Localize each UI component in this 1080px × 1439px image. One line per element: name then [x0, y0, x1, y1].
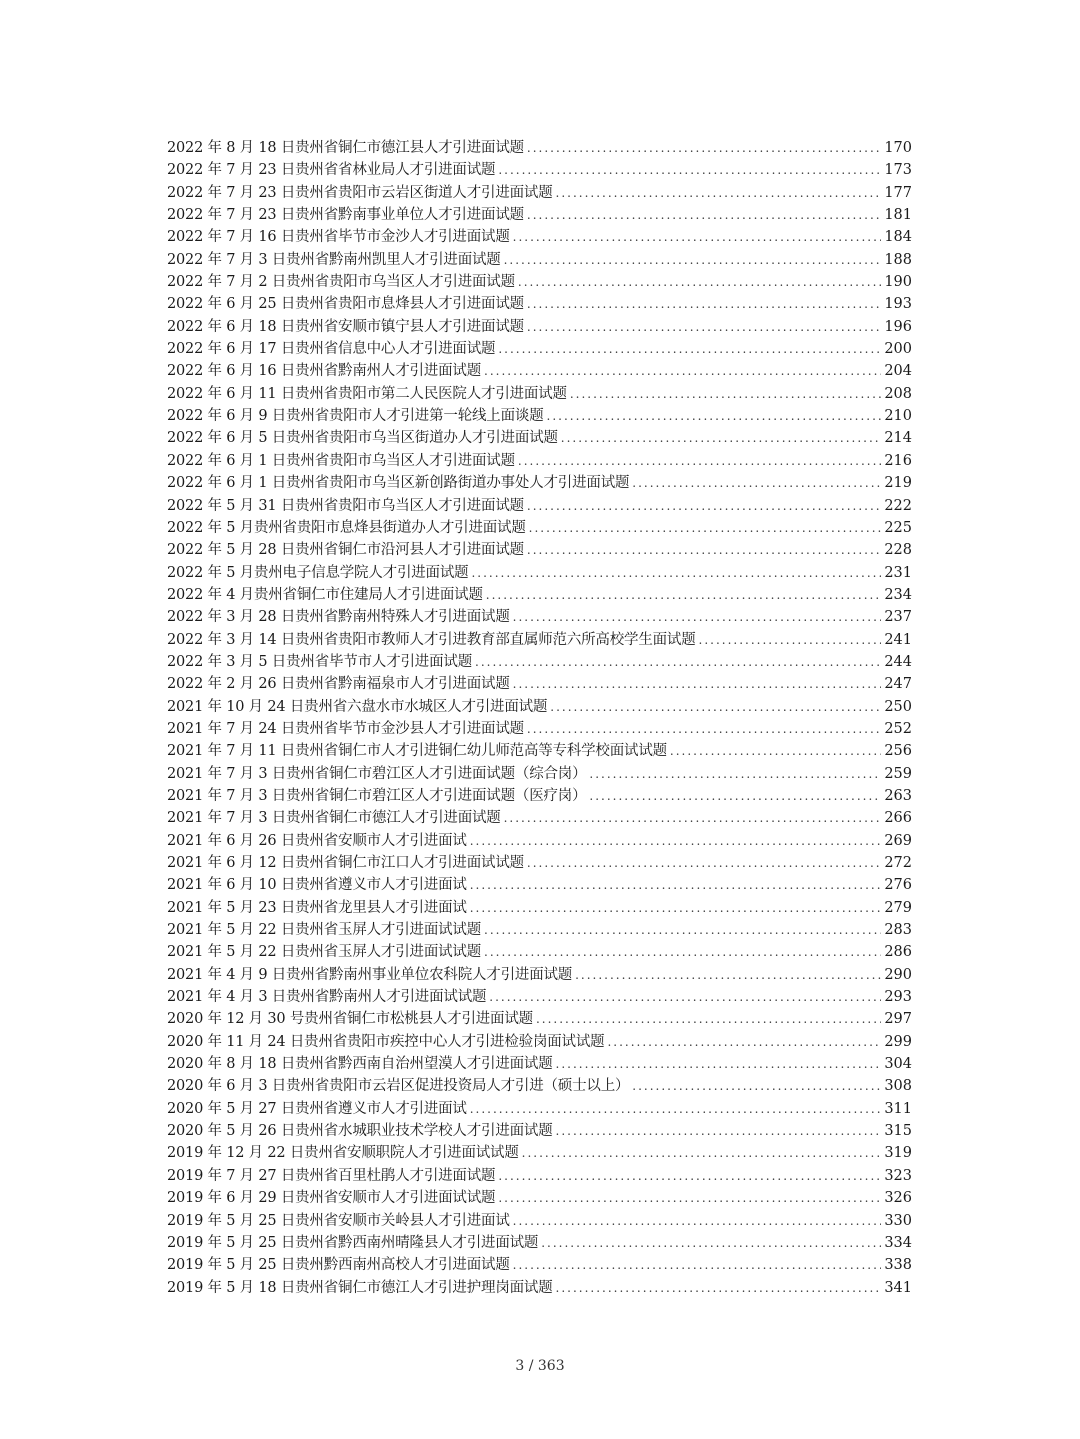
toc-entry-page-number: 269	[884, 832, 912, 849]
toc-dot-leader	[527, 137, 881, 159]
toc-entry[interactable]	[167, 517, 912, 539]
toc-entry-title: 2019 年 7 月 27 日贵州省百里杜鹃人才引进面试题	[167, 1167, 496, 1184]
toc-dot-leader	[484, 919, 881, 941]
toc-entry[interactable]	[167, 763, 912, 785]
toc-entry[interactable]	[167, 651, 912, 673]
toc-dot-leader	[570, 383, 881, 405]
toc-entry-page-number: 173	[884, 162, 912, 179]
toc-dot-leader	[527, 204, 881, 226]
toc-entry-page-number: 334	[884, 1234, 912, 1251]
toc-entry-title: 2022 年 7 月 16 日贵州省毕节市金沙人才引进面试题	[167, 229, 510, 246]
toc-entry-page-number: 250	[884, 698, 912, 715]
toc-entry-title: 2022 年 6 月 18 日贵州省安顺市镇宁县人才引进面试题	[167, 318, 524, 335]
toc-entry[interactable]	[167, 204, 912, 226]
toc-dot-leader	[498, 338, 881, 360]
toc-entry-title: 2020 年 5 月 26 日贵州省水城职业技术学校人才引进面试题	[167, 1123, 553, 1140]
toc-dot-leader	[489, 986, 881, 1008]
toc-entry[interactable]	[167, 182, 912, 204]
toc-dot-leader	[527, 495, 881, 517]
toc-entry-title: 2021 年 5 月 22 日贵州省玉屏人才引进面试试题	[167, 922, 482, 939]
toc-entry-page-number: 170	[884, 140, 912, 156]
toc-entry[interactable]	[167, 159, 912, 181]
toc-dot-leader	[556, 1053, 882, 1075]
toc-dot-leader	[513, 1210, 882, 1232]
toc-entry[interactable]	[167, 539, 912, 561]
toc-entry-page-number: 190	[884, 274, 912, 291]
toc-entry[interactable]	[167, 1254, 912, 1276]
toc-entry-title: 2022 年 7 月 2 日贵州省贵阳市乌当区人才引进面试题	[167, 274, 515, 291]
toc-entry-title: 2020 年 6 月 3 日贵州省贵阳市云岩区促进投资局人才引进（硕士以上）	[167, 1078, 630, 1095]
toc-dot-leader	[536, 1008, 881, 1030]
toc-dot-leader	[607, 1031, 881, 1053]
toc-entry[interactable]	[167, 316, 912, 338]
toc-entry-title: 2021 年 10 月 24 日贵州省六盘水市水城区人才引进面试题	[167, 698, 548, 715]
toc-entry[interactable]	[167, 1098, 912, 1120]
toc-dot-leader	[513, 226, 882, 248]
toc-entry[interactable]	[167, 1075, 912, 1097]
toc-entry-page-number: 228	[884, 542, 912, 559]
toc-dot-leader	[513, 1254, 882, 1276]
toc-entry-page-number: 286	[884, 944, 912, 961]
toc-entry[interactable]	[167, 673, 912, 695]
toc-entry-title: 2022 年 2 月 26 日贵州省黔南福泉市人才引进面试题	[167, 676, 510, 693]
toc-entry-page-number: 259	[884, 765, 912, 782]
toc-entry[interactable]	[167, 830, 912, 852]
toc-entry[interactable]	[167, 986, 912, 1008]
toc-entry-page-number: 293	[884, 989, 912, 1006]
toc-dot-leader	[529, 517, 882, 539]
toc-entry[interactable]	[167, 427, 912, 449]
toc-entry-page-number: 247	[884, 676, 912, 693]
toc-entry[interactable]	[167, 718, 912, 740]
toc-entry-title: 2022 年 3 月 5 日贵州省毕节市人才引进面试题	[167, 653, 472, 670]
toc-entry-page-number: 323	[884, 1167, 912, 1184]
toc-entry-page-number: 279	[884, 899, 912, 916]
toc-entry-page-number: 222	[884, 497, 912, 514]
toc-entry-title: 2022 年 6 月 11 日贵州省贵阳市第二人民医院人才引进面试题	[167, 385, 567, 402]
toc-entry-title: 2022 年 3 月 28 日贵州省黔南州特殊人才引进面试题	[167, 609, 510, 626]
toc-entry-page-number: 272	[884, 855, 912, 871]
toc-entry-page-number: 290	[884, 966, 912, 983]
toc-entry[interactable]	[167, 897, 912, 919]
toc-entry-page-number: 263	[884, 787, 912, 804]
toc-dot-leader	[527, 718, 881, 740]
toc-entry-page-number: 341	[884, 1279, 912, 1296]
toc-entry-title: 2019 年 5 月 25 日贵州省黔西南州晴隆县人才引进面试题	[167, 1234, 539, 1251]
toc-entry-title: 2019 年 6 月 29 日贵州省安顺市人才引进面试试题	[167, 1190, 496, 1207]
toc-dot-leader	[513, 673, 882, 695]
toc-entry-title: 2021 年 5 月 22 日贵州省玉屏人才引进面试试题	[167, 944, 482, 961]
toc-entry[interactable]	[167, 1053, 912, 1075]
toc-entry[interactable]	[167, 919, 912, 941]
toc-entry-page-number: 214	[884, 430, 912, 447]
toc-entry[interactable]	[167, 1165, 912, 1187]
toc-entry-title: 2022 年 6 月 9 日贵州省贵阳市人才引进第一轮线上面谈题	[167, 408, 544, 425]
toc-dot-leader	[670, 740, 881, 762]
toc-dot-leader	[498, 1187, 881, 1209]
toc-dot-leader	[513, 606, 882, 628]
toc-entry[interactable]	[167, 1031, 912, 1053]
toc-entry[interactable]	[167, 807, 912, 829]
toc-entry[interactable]	[167, 1232, 912, 1254]
toc-entry[interactable]	[167, 137, 912, 159]
toc-entry-title: 2021 年 7 月 3 日贵州省铜仁市德江人才引进面试题	[167, 810, 501, 827]
toc-entry[interactable]	[167, 472, 912, 494]
toc-dot-leader	[556, 1120, 882, 1142]
toc-entry[interactable]	[167, 629, 912, 651]
toc-entry[interactable]	[167, 271, 912, 293]
toc-entry-page-number: 193	[884, 296, 912, 313]
toc-entry[interactable]	[167, 293, 912, 315]
toc-entry[interactable]	[167, 1120, 912, 1142]
toc-entry-page-number: 241	[884, 631, 912, 648]
toc-entry[interactable]	[167, 383, 912, 405]
toc-entry-title: 2022 年 7 月 23 日贵州省省林业局人才引进面试题	[167, 162, 496, 179]
toc-entry[interactable]	[167, 852, 912, 874]
toc-entry-page-number: 177	[884, 184, 912, 201]
toc-entry-page-number: 181	[884, 207, 912, 224]
toc-dot-leader	[575, 964, 881, 986]
toc-entry-title: 2021 年 7 月 3 日贵州省铜仁市碧江区人才引进面试题（综合岗）	[167, 765, 587, 782]
toc-dot-leader	[589, 785, 881, 807]
toc-dot-leader	[486, 584, 882, 606]
toc-entry[interactable]	[167, 360, 912, 382]
toc-entry[interactable]	[167, 785, 912, 807]
toc-entry[interactable]	[167, 405, 912, 427]
toc-dot-leader	[632, 1075, 881, 1097]
toc-entry-title: 2021 年 6 月 12 日贵州省铜仁市江口人才引进面试试题	[167, 855, 524, 871]
toc-dot-leader	[470, 830, 882, 852]
toc-entry-title: 2022 年 7 月 23 日贵州省黔南事业单位人才引进面试题	[167, 207, 524, 224]
toc-entry-title: 2020 年 11 月 24 日贵州省贵阳市疾控中心人才引进检验岗面试试题	[167, 1033, 605, 1050]
toc-entry[interactable]	[167, 495, 912, 517]
toc-entry-title: 2022 年 8 月 18 日贵州省铜仁市德江县人才引进面试题	[167, 140, 524, 156]
toc-entry[interactable]	[167, 874, 912, 896]
toc-entry-page-number: 231	[884, 564, 912, 581]
toc-entry-page-number: 219	[884, 475, 912, 492]
toc-entry-page-number: 256	[884, 743, 912, 760]
toc-entry-title: 2022 年 6 月 1 日贵州省贵阳市乌当区人才引进面试题	[167, 452, 515, 469]
toc-dot-leader	[527, 316, 881, 338]
toc-dot-leader	[699, 629, 882, 651]
toc-entry-page-number: 266	[884, 810, 912, 827]
table-of-contents	[167, 137, 912, 1299]
toc-entry[interactable]	[167, 740, 912, 762]
toc-dot-leader	[527, 852, 881, 874]
toc-entry[interactable]	[167, 450, 912, 472]
toc-entry[interactable]	[167, 964, 912, 986]
toc-entry-page-number: 276	[884, 877, 912, 894]
toc-dot-leader	[484, 941, 881, 963]
toc-entry-title: 2022 年 6 月 16 日贵州省黔南州人才引进面试题	[167, 363, 482, 380]
toc-entry-title: 2019 年 5 月 18 日贵州省铜仁市德江人才引进护理岗面试题	[167, 1279, 553, 1296]
toc-entry-page-number: 234	[884, 586, 912, 603]
toc-entry-title: 2022 年 5 月贵州电子信息学院人才引进面试题	[167, 564, 469, 581]
toc-entry-page-number: 338	[884, 1257, 912, 1274]
toc-entry-page-number: 216	[884, 452, 912, 469]
toc-entry-page-number: 188	[884, 251, 912, 268]
toc-dot-leader	[470, 874, 882, 896]
toc-entry[interactable]	[167, 249, 912, 271]
toc-entry-page-number: 200	[884, 341, 912, 358]
toc-entry-title: 2019 年 5 月 25 日贵州省安顺市关岭县人才引进面试	[167, 1212, 510, 1229]
toc-dot-leader	[527, 539, 881, 561]
toc-entry-page-number: 308	[884, 1078, 912, 1095]
toc-entry[interactable]	[167, 606, 912, 628]
toc-entry[interactable]	[167, 941, 912, 963]
toc-entry[interactable]	[167, 1142, 912, 1164]
toc-entry-title: 2022 年 6 月 17 日贵州省信息中心人才引进面试题	[167, 341, 496, 358]
toc-dot-leader	[556, 182, 882, 204]
toc-entry[interactable]	[167, 584, 912, 606]
toc-dot-leader	[504, 249, 882, 271]
toc-entry[interactable]	[167, 1277, 912, 1299]
toc-dot-leader	[498, 159, 881, 181]
toc-dot-leader	[470, 897, 882, 919]
toc-entry-page-number: 204	[884, 363, 912, 380]
toc-entry-title: 2020 年 12 月 30 号贵州省铜仁市松桃县人才引进面试题	[167, 1011, 533, 1028]
toc-entry-page-number: 237	[884, 609, 912, 626]
toc-entry-page-number: 252	[884, 720, 912, 737]
toc-entry[interactable]	[167, 696, 912, 718]
toc-dot-leader	[527, 293, 881, 315]
toc-entry-title: 2020 年 8 月 18 日贵州省黔西南自治州望漠人才引进面试题	[167, 1056, 553, 1073]
toc-dot-leader	[498, 1165, 881, 1187]
toc-dot-leader	[547, 405, 882, 427]
toc-dot-leader	[504, 807, 882, 829]
toc-entry-title: 2019 年 5 月 25 日贵州黔西南州高校人才引进面试题	[167, 1257, 510, 1274]
toc-entry-title: 2022 年 6 月 1 日贵州省贵阳市乌当区新创路街道办事处人才引进面试题	[167, 475, 630, 492]
toc-entry[interactable]	[167, 1187, 912, 1209]
toc-entry-page-number: 326	[884, 1190, 912, 1207]
toc-entry[interactable]	[167, 338, 912, 360]
toc-entry-title: 2020 年 5 月 27 日贵州省遵义市人才引进面试	[167, 1100, 467, 1117]
toc-entry-page-number: 225	[884, 519, 912, 536]
toc-entry-title: 2021 年 6 月 10 日贵州省遵义市人才引进面试	[167, 877, 467, 894]
toc-dot-leader	[556, 1277, 882, 1299]
toc-dot-leader	[550, 696, 881, 718]
toc-entry-page-number: 311	[884, 1100, 912, 1117]
toc-dot-leader	[470, 1098, 882, 1120]
toc-entry-title: 2022 年 6 月 25 日贵州省贵阳市息烽县人才引进面试题	[167, 296, 524, 313]
toc-entry-title: 2021 年 7 月 3 日贵州省铜仁市碧江区人才引进面试题（医疗岗）	[167, 787, 587, 804]
toc-entry-title: 2021 年 5 月 23 日贵州省龙里县人才引进面试	[167, 899, 467, 916]
toc-dot-leader	[561, 427, 882, 449]
toc-entry-title: 2022 年 5 月贵州省贵阳市息烽县街道办人才引进面试题	[167, 519, 526, 536]
toc-entry-title: 2022 年 5 月 31 日贵州省贵阳市乌当区人才引进面试题	[167, 497, 524, 514]
toc-entry[interactable]	[167, 226, 912, 248]
page-number: 3 / 363	[515, 1358, 565, 1374]
toc-entry-page-number: 244	[884, 653, 912, 670]
toc-entry-title: 2022 年 4 月贵州省铜仁市住建局人才引进面试题	[167, 586, 483, 603]
toc-dot-leader	[518, 271, 881, 293]
toc-entry-page-number: 304	[884, 1056, 912, 1073]
toc-entry-page-number: 208	[884, 385, 912, 402]
toc-entry-title: 2021 年 7 月 24 日贵州省毕节市金沙县人才引进面试题	[167, 720, 524, 737]
toc-entry-title: 2021 年 4 月 9 日贵州省黔南州事业单位农科院人才引进面试题	[167, 966, 573, 983]
toc-entry-title: 2021 年 7 月 11 日贵州省铜仁市人才引进铜仁幼儿师范高等专科学校面试试题	[167, 743, 667, 760]
toc-dot-leader	[632, 472, 881, 494]
toc-entry-page-number: 299	[884, 1033, 912, 1050]
toc-entry-page-number: 210	[884, 408, 912, 425]
toc-entry-title: 2022 年 6 月 5 日贵州省贵阳市乌当区街道办人才引进面试题	[167, 430, 558, 447]
toc-dot-leader	[589, 763, 881, 785]
toc-entry-title: 2022 年 3 月 14 日贵州省贵阳市教师人才引进教育部直属师范六所高校学生面试题	[167, 631, 696, 648]
toc-entry-title: 2019 年 12 月 22 日贵州省安顺职院人才引进面试试题	[167, 1145, 519, 1162]
toc-entry-page-number: 297	[884, 1011, 912, 1028]
toc-entry[interactable]	[167, 562, 912, 584]
toc-entry[interactable]	[167, 1210, 912, 1232]
toc-dot-leader	[541, 1232, 881, 1254]
toc-entry-page-number: 184	[884, 229, 912, 246]
toc-entry-title: 2021 年 4 月 3 日贵州省黔南州人才引进面试试题	[167, 989, 487, 1006]
toc-dot-leader	[484, 360, 881, 382]
toc-dot-leader	[471, 562, 881, 584]
toc-entry-title: 2022 年 7 月 3 日贵州省黔南州凯里人才引进面试题	[167, 251, 501, 268]
toc-dot-leader	[522, 1142, 882, 1164]
toc-dot-leader	[475, 651, 881, 673]
toc-entry-page-number: 315	[884, 1123, 912, 1140]
toc-entry-title: 2021 年 6 月 26 日贵州省安顺市人才引进面试	[167, 832, 467, 849]
toc-entry-title: 2022 年 5 月 28 日贵州省铜仁市沿河县人才引进面试题	[167, 542, 524, 559]
toc-entry[interactable]	[167, 1008, 912, 1030]
toc-entry-page-number: 283	[884, 922, 912, 939]
toc-entry-page-number: 319	[884, 1145, 912, 1162]
toc-dot-leader	[518, 450, 881, 472]
toc-entry-page-number: 330	[884, 1212, 912, 1229]
toc-entry-page-number: 196	[884, 318, 912, 335]
toc-entry-title: 2022 年 7 月 23 日贵州省贵阳市云岩区街道人才引进面试题	[167, 184, 553, 201]
